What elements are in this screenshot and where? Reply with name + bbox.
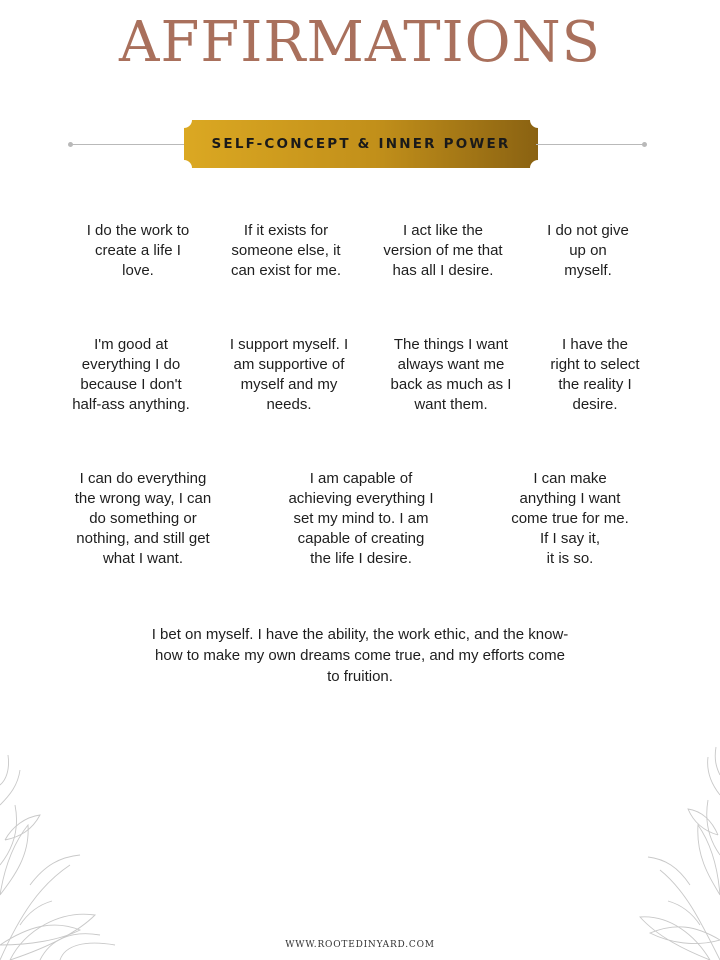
- footer-website: WWW.ROOTEDINYARD.COM: [285, 940, 435, 950]
- closing-affirmation: I bet on myself. I have the ability, the work ethic, and the know- how to make my own dreams come true, and my efforts come to fruition.: [151, 626, 569, 685]
- affirmation-item: I am capable of achieving everything I set my mind to. I am capable of creating the life I desire.: [288, 470, 434, 567]
- affirmation-item: The things I want always want me back as much as I want them.: [390, 336, 512, 413]
- section-banner: [0, 120, 720, 170]
- banner-label: SELF-CONCEPT & INNER POWER: [211, 136, 511, 152]
- affirmation-item: I do the work to create a life I love.: [86, 222, 190, 279]
- affirmation-item: I'm good at everything I do because I don't half-ass anything.: [72, 336, 190, 413]
- rule-dot: [642, 142, 647, 147]
- affirmation-item: I can do everything the wrong way, I can do something or nothing, and still get what I want.: [74, 470, 212, 567]
- affirmation-item: I can make anything I want come true for me. If I say it, it is so.: [511, 470, 629, 567]
- divider-rule: [536, 144, 644, 145]
- affirmation-item: I support myself. I am supportive of myself and my needs.: [229, 336, 349, 413]
- affirmation-item: I act like the version of me that has all I desire.: [383, 222, 503, 279]
- floral-corner-icon: [630, 745, 720, 960]
- page-title: AFFIRMATIONS: [119, 10, 601, 75]
- floral-corner-icon: [0, 745, 120, 960]
- affirmation-item: If it exists for someone else, it can exist for me.: [230, 222, 342, 279]
- affirmation-item: I have the right to select the reality I desire.: [550, 336, 640, 413]
- divider-rule: [72, 144, 186, 145]
- affirmation-item: I do not give up on myself.: [547, 222, 629, 279]
